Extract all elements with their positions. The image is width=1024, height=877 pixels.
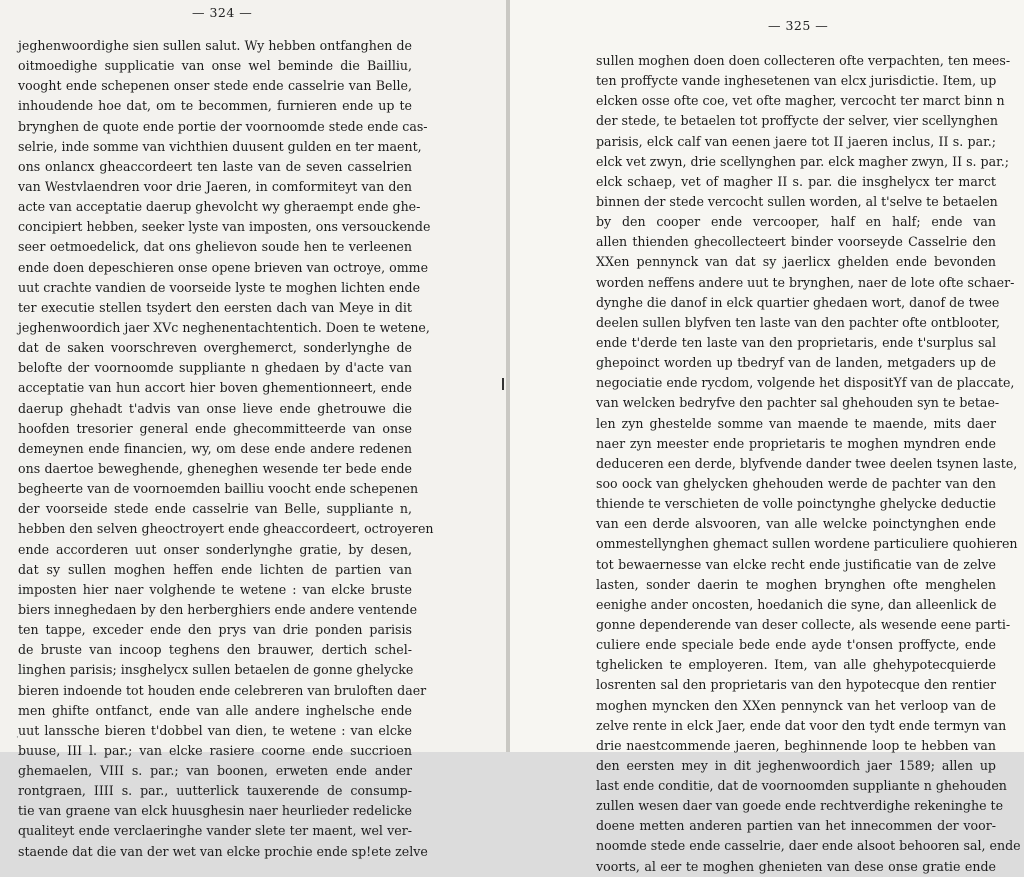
text-line: linghen parisis; insghelycx sullen betaelen de gonne ghelycke (18, 662, 414, 678)
text-line: last ende conditie, dat de voornoomden suppliante n ghehouden (596, 778, 1007, 794)
text-line: hoofden tresorier general ende ghecommitteerde van onse (18, 420, 412, 436)
text-line: ende doen depeschieren onse opene brieven van octroye, omme (18, 259, 429, 275)
left-page-text (18, 36, 434, 862)
text-line: de bruste van incoop teghens den brauwer, dertich schel- (18, 642, 412, 658)
text-line: sullen moghen doen doen collecteren ofte verpachten, ten mees- (596, 53, 1011, 68)
text-line: worden neffens andere uut te brynghen, naer de lote ofte schaer- (596, 274, 1015, 290)
text-line: jeghenwoordich jaer XVc neghenentachtentich. Doen te wetene, (18, 319, 430, 335)
text-line: ghemaelen, VIII s. par.; van boonen, erweten ende ander (18, 763, 412, 779)
text-line: acte van acceptatie daerup ghevolcht wy gheraempt ende ghe- (18, 199, 421, 215)
text-line: gonne dependerende van deser collecte, als wesende eene parti- (596, 616, 1011, 632)
text-line: tot bewaernesse van elcke recht ende justificatie van de zelve (596, 556, 996, 572)
text-line: van Westvlaendren voor drie Jaeren, in comformiteyt van den (18, 178, 412, 194)
text-line: doene metten anderen partien van het innecommen der voor- (596, 818, 996, 834)
text-line: moghen myncken den XXen pennynck van het verloop van de (596, 697, 996, 713)
text-line: zelve rente in elck Jaer, ende dat voor den tydt ende termyn van (596, 717, 1007, 733)
text-line: ommestellynghen ghemact sullen wordene particuliere quohieren (596, 536, 1018, 552)
text-line: der stede, te betaelen tot proffycte der selver, vier scellynghen (596, 113, 998, 129)
text-line: elcken osse ofte coe, vet ofte magher, vercocht ter marct binn n (596, 93, 1005, 109)
page-number-left: — 324 — (192, 5, 253, 20)
text-line: uut lanssche bieren t'dobbel van dien, te wetene : van elcke (18, 722, 412, 738)
text-line: staende dat die van der wet van elcke prochie ende sp!ete zelve (18, 843, 428, 859)
text-line: van een derde alsvooren, van alle welcke poinctynghen ende (596, 516, 996, 532)
text-line: begheerte van de voornoemden bailliu voocht ende schepenen (18, 481, 419, 497)
text-line: uut crachte vandien de voorseide lyste te moghen lichten ende (18, 279, 421, 295)
text-line: parisis, elck calf van eenen jaere tot II jaeren inclus, II s. par.; (596, 133, 996, 149)
text-line: oitmoedighe supplicatie van onse wel beminde die Bailliu, (18, 58, 412, 74)
text-line: imposten hier naer volghende te wetene : van elcke bruste (18, 581, 412, 597)
text-line: belofte der voornoomde suppliante n ghedaen by d'acte van (18, 360, 412, 376)
text-line: seer oetmoedelick, dat ons ghelievon soude hen te verleenen (18, 239, 412, 255)
text-line: XXen pennynck van dat sy jaerlicx ghelden ende bevonden (596, 254, 996, 270)
text-line: vooght ende schepenen onser stede ende casselrie van Belle, (18, 78, 412, 94)
text-line: brynghen de quote ende portie der voornoomde stede ende cas- (18, 118, 428, 134)
text-line: ende accorderen uut onser sonderlynghe gratie, by desen, (18, 541, 412, 557)
text-line: eenighe ander oncosten, hoedanich die syne, dan alleenlick de (596, 596, 997, 612)
text-line: qualiteyt ende verclaeringhe vander slete ter maent, wel ver- (18, 823, 412, 839)
text-line: biers inneghedaen by den herberghiers ende andere ventende (18, 601, 418, 617)
text-line: dat sy sullen moghen heffen ende lichten de partien van (18, 561, 412, 577)
text-line: van welcken bedryfve den pachter sal ghehouden syn te betae- (596, 395, 1000, 411)
text-line: acceptatie van hun accort hier boven ghementionneert, ende (18, 380, 412, 396)
page-speck: · (16, 733, 19, 743)
text-line: len zyn ghestelde somme van maende te maende, mits daer (596, 415, 996, 431)
text-line: culiere ende speciale bede ende ayde t'onsen proffycte, ende (596, 637, 996, 653)
text-line: den eersten mey in dit jeghenwoordich jaer 1589; allen up (596, 757, 996, 773)
text-line: binnen der stede vercocht sullen worden, al t'selve te betaelen (596, 193, 998, 209)
text-line: daerup ghehadt t'advis van onse lieve ende ghetrouwe die (18, 400, 412, 416)
right-page-text (596, 51, 1021, 877)
text-line: ter executie stellen tsydert den eersten dach van Meye in dit (18, 299, 412, 315)
text-line: thiende te verschieten de volle poinctynghe ghelycke deductie (596, 496, 996, 512)
text-line: losrenten sal den proprietaris van den hypotecque den rentier (596, 677, 996, 693)
text-line: ons onlancx gheaccordeert ten laste van de seven casselrien (18, 158, 412, 174)
text-line: men ghifte ontfanct, ende van alle andere inghelsche ende (18, 702, 412, 718)
text-line: ten tappe, exceder ende den prys van drie ponden parisis (18, 622, 412, 638)
text-line: ghepoinct worden up tbedryf van de landen, metgaders up de (596, 355, 996, 371)
text-line: deelen sullen blyfven ten laste van den pachter ofte ontblooter, (596, 314, 1001, 330)
text-line: by den cooper ende vercooper, half en half; ende van (596, 214, 996, 230)
text-line: elck vet zwyn, drie scellynghen par. elck magher zwyn, II s. par.; (596, 153, 1010, 169)
text-line: naer zyn meester ende proprietaris te moghen myndren ende (596, 435, 996, 451)
right-page (510, 0, 1024, 874)
text-line: der voorseide stede ende casselrie van Belle, suppliante n, (18, 501, 412, 517)
text-line: dat de saken voorschreven overghemerct, sonderlynghe de (18, 340, 412, 356)
text-line: jeghenwoordighe sien sullen salut. Wy hebben ontfanghen de (18, 38, 412, 53)
gutter-mark (502, 378, 504, 390)
text-line: lasten, sonder daerin te moghen brynghen ofte menghelen (596, 576, 996, 592)
text-line: concipiert hebben, seeker lyste van imposten, ons versouckende (18, 219, 431, 235)
text-line: rontgraen, IIII s. par., uutterlick tauxerende de consump- (18, 783, 412, 799)
text-line: tghelicken te employeren. Item, van alle ghehypotecquierde (596, 657, 996, 673)
text-line: selrie, inde somme van vichthien duusent gulden en ter maent, (18, 138, 422, 154)
text-line: allen thienden ghecollecteert binder voorseyde Casselrie den (596, 234, 996, 250)
text-line: inhoudende hoe dat, om te becommen, furnieren ende up te (18, 98, 412, 114)
text-line: buuse, III l. par.; van elcke rasiere coorne ende succrioen (18, 742, 412, 758)
text-line: elck schaep, vet of magher II s. par. die insghelycx ter marct (596, 173, 996, 189)
text-line: deduceren een derde, blyfvende dander twee deelen tsynen laste, (596, 455, 1018, 471)
text-line: zullen wesen daer van goede ende rechtverdighe rekeninghe te (596, 798, 1004, 814)
text-line: hebben den selven gheoctroyert ende gheaccordeert, octroyeren (18, 521, 434, 537)
text-line: voorts, al eer te moghen ghenieten van dese onse gratie ende (596, 858, 996, 874)
text-line: noomde stede ende casselrie, daer ende alsoot behooren sal, ende (596, 838, 1021, 854)
text-line: soo oock van ghelycken ghehouden werde de pachter van den (596, 475, 996, 491)
text-line: drie naestcommende jaeren, beghinnende loop te hebben van (596, 737, 996, 753)
text-line: ons daertoe beweghende, gheneghen wesende ter bede ende (18, 460, 412, 476)
text-line: bieren indoende tot houden ende celebreren van bruloften daer (18, 682, 427, 698)
text-line: tie van graene van elck huusghesin naer heurlieder redelicke (18, 803, 412, 819)
left-page (0, 0, 506, 859)
text-line: ende t'derde ten laste van den proprietaris, ende t'surplus sal (596, 334, 996, 350)
text-line: ten proffycte vande inghesetenen van elcx jurisdictie. Item, up (596, 73, 997, 89)
text-line: dynghe die danof in elck quartier ghedaen wort, danof de twee (596, 294, 1000, 310)
text-line: negociatie ende rycdom, volgende het dispositYf van de placcate, (596, 375, 1015, 391)
text-line: demeynen ende financien, wy, om dese ende andere redenen (18, 440, 412, 456)
page-number-right: — 325 — (768, 18, 829, 33)
